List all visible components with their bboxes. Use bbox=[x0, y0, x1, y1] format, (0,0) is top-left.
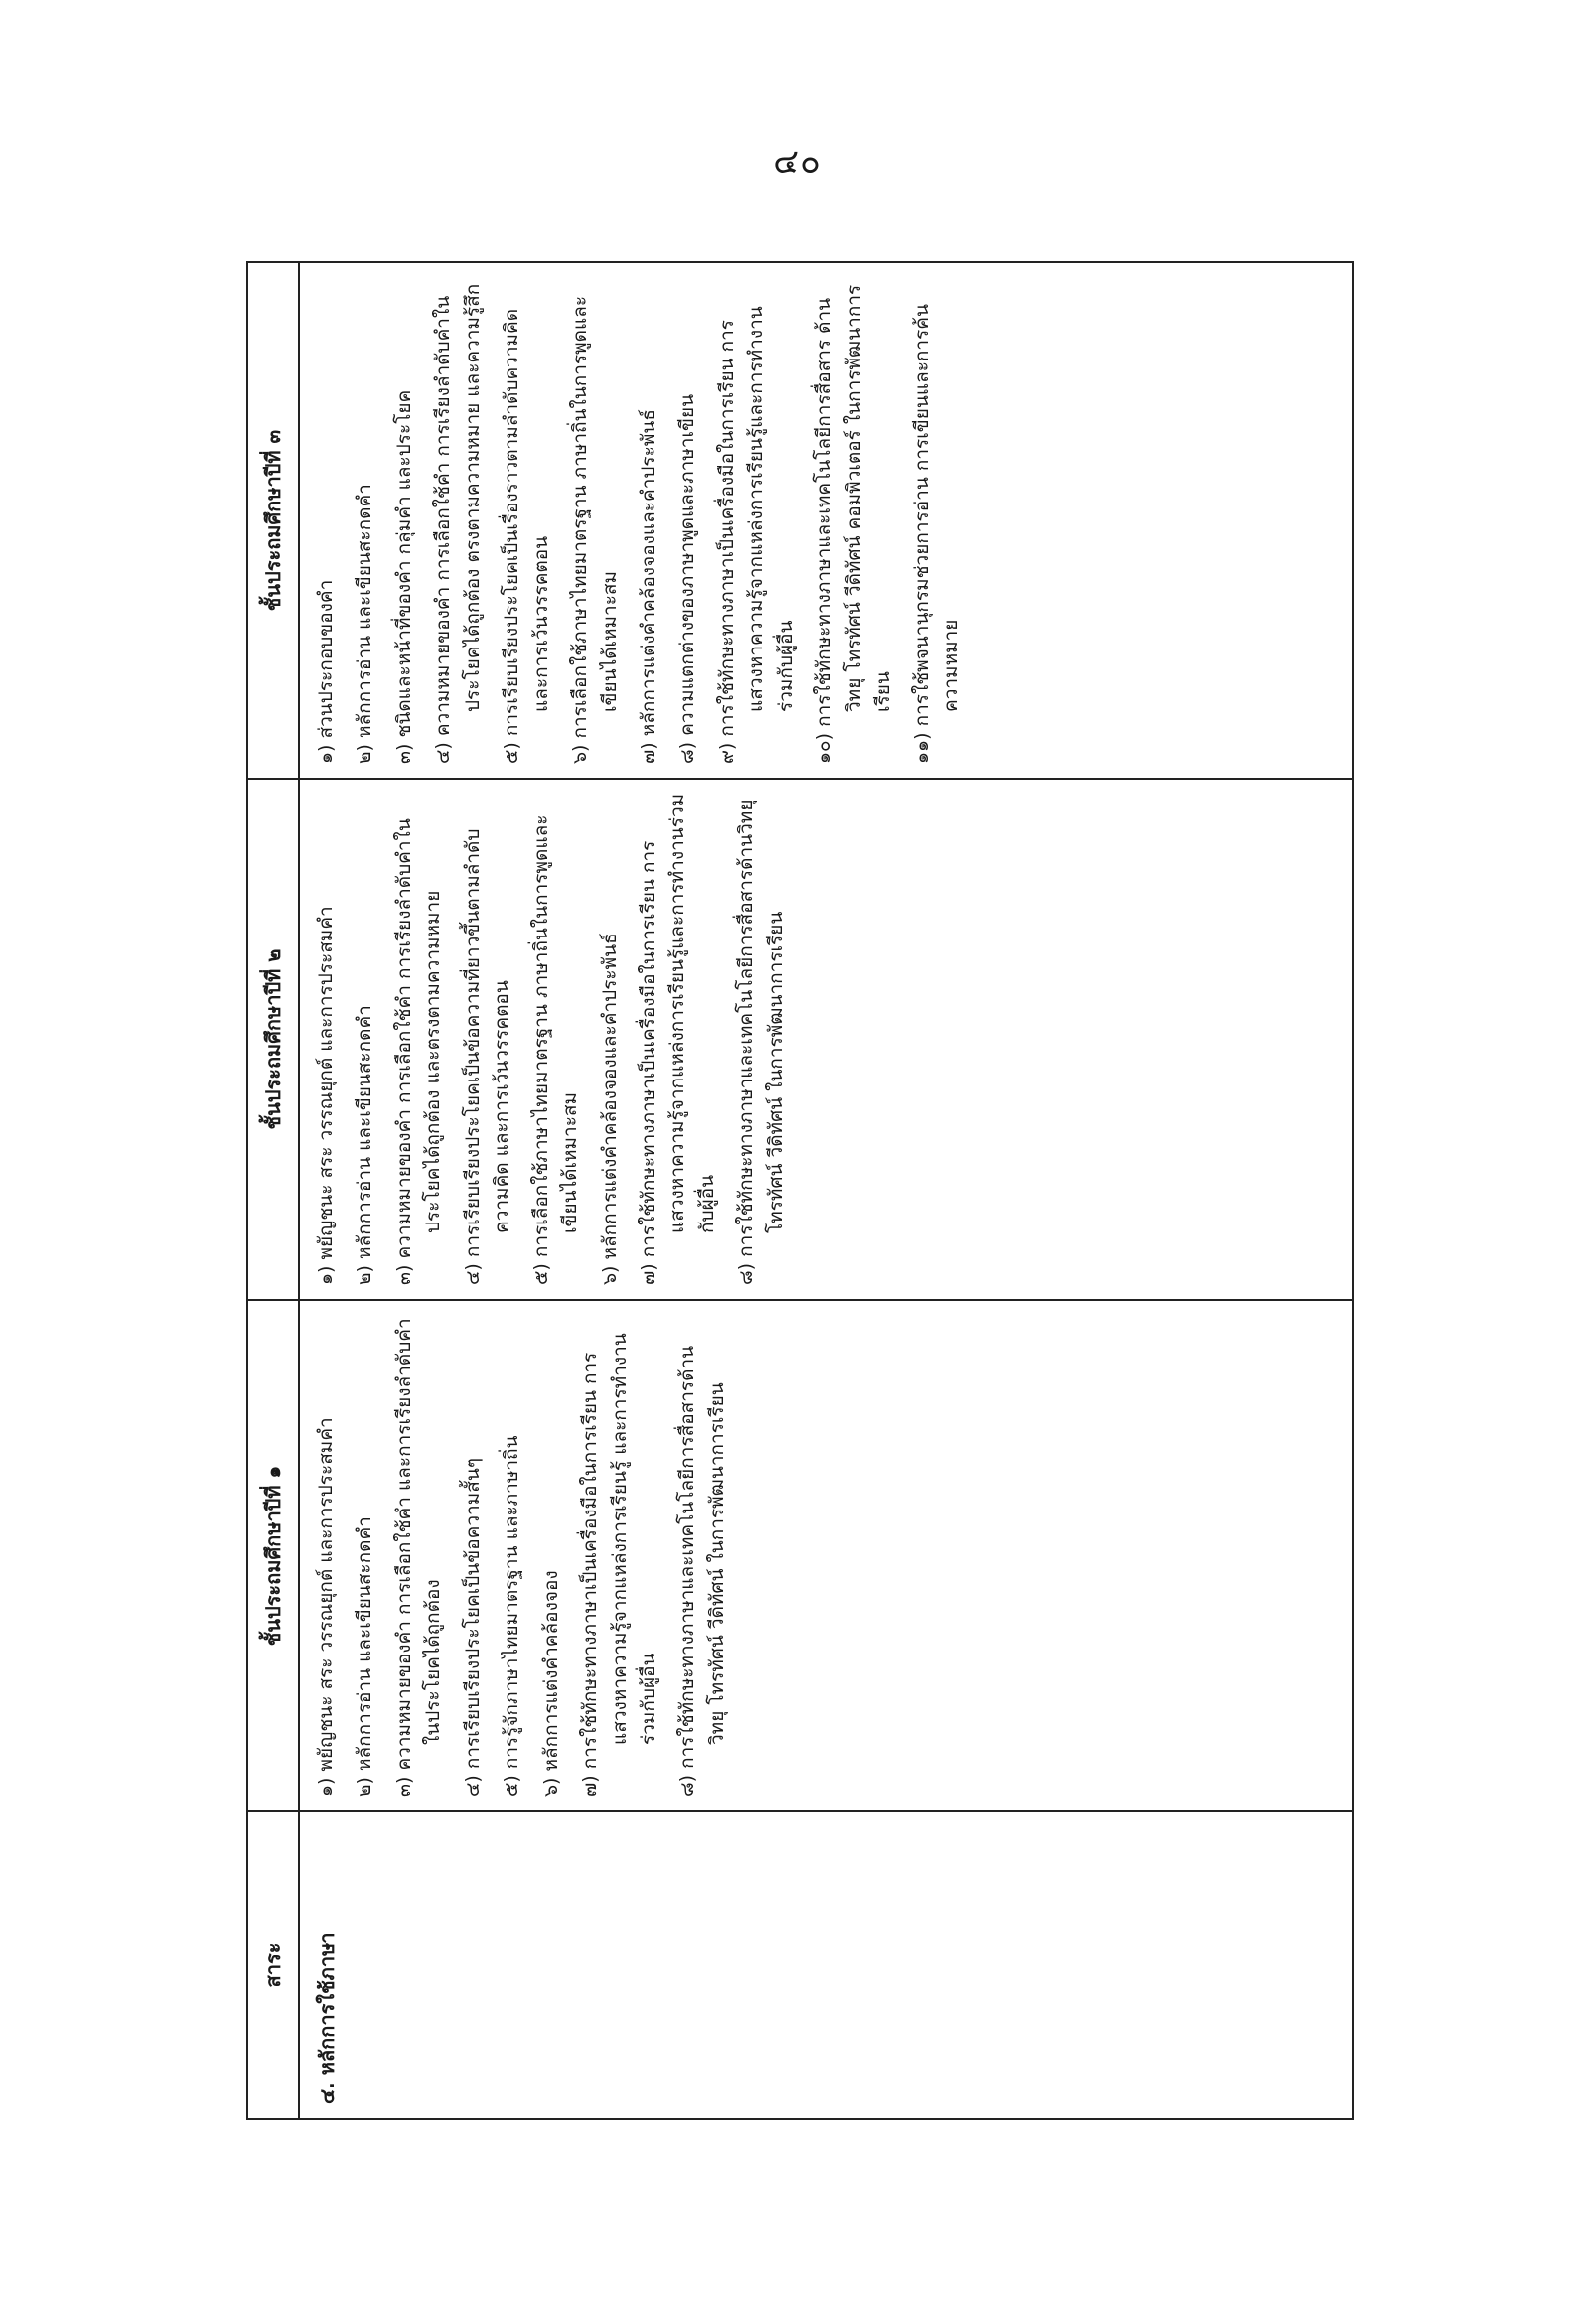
grade-3-cell bbox=[299, 262, 1353, 779]
list-item: ๒) หลักการอ่าน และเขียนสะกดคำ bbox=[354, 1005, 376, 1285]
list-item: ๗) การใช้ทักษะทางภาษาเป็นเครื่องมือในการเรียน การแสวงหาความรู้จากแหล่งการเรียนรู้และการทำงานร่วมกับผู้อื่น bbox=[637, 793, 718, 1285]
strand-cell bbox=[299, 1811, 1353, 2119]
list-item: ๒) หลักการอ่าน และเขียนสะกดคำ bbox=[354, 484, 376, 764]
list-item: ๓) ชนิดและหน้าที่ของคำ กลุ่มคำ และประโยค bbox=[392, 389, 415, 764]
list-item: ๘) ความแตกต่างของภาษาพูดและภาษาเขียน bbox=[676, 393, 699, 764]
header-grade-1: ชั้นประถมศึกษาปีที่ ๑ bbox=[247, 1300, 299, 1811]
list-item: ๑) พยัญชนะ สระ วรรณยุกต์ และการประสมคำ bbox=[315, 1417, 337, 1797]
list-item: ๘) การใช้ทักษะทางภาษาและเทคโนโลยีการสื่อสารด้านวิทยุ โทรทัศน์ วีดิทัศน์ ในการพัฒนาการเรียน bbox=[735, 799, 787, 1285]
list-item: ๔) การเรียบเรียงประโยคเป็นข้อความสั้นๆ bbox=[461, 1457, 484, 1797]
list-item: ๓) ความหมายของคำ การเลือกใช้คำ การเรียงลำดับคำในประโยคได้ถูกต้อง และตรงตามความหมาย bbox=[392, 818, 445, 1285]
list-item: ๑) พยัญชนะ สระ วรรณยุกต์ และการประสมคำ bbox=[315, 906, 337, 1285]
list-item: ๔) การเรียบเรียงประโยคเป็นข้อความที่ยาวขึ้นตามลำดับความคิด และการเว้นวรรคตอน bbox=[461, 828, 513, 1285]
list-item: ๑) ส่วนประกอบของคำ bbox=[315, 579, 337, 764]
grade-1-cell bbox=[299, 1300, 1353, 1811]
list-item: ๑๑) การใช้พจนานุกรมช่วยการอ่าน การเขียนและการค้นความหมาย bbox=[911, 304, 962, 764]
list-item: ๗) การใช้ทักษะทางภาษาเป็นเครื่องมือในการเรียน การแสวงหาความรู้จากแหล่งการเรียนรู้ และการทำงานร่วมกับผู้อื่น bbox=[579, 1333, 659, 1797]
grade-2-cell bbox=[299, 779, 1353, 1300]
list-item: ๕) การเรียบเรียงประโยคเป็นเรื่องราวตามลำดับความคิด และการเว้นวรรคตอน bbox=[501, 308, 552, 764]
list-item: ๖) การเลือกใช้ภาษาไทยมาตรฐาน ภาษาถิ่นในการพูดและเขียนได้เหมาะสม bbox=[569, 295, 621, 764]
grade-3-list bbox=[312, 277, 966, 764]
list-item: ๒) หลักการอ่าน และเขียนสะกดคำ bbox=[354, 1516, 376, 1797]
header-grade-2: ชั้นประถมศึกษาปีที่ ๒ bbox=[247, 779, 299, 1300]
rotated-table-layer bbox=[246, 263, 1354, 2120]
list-item: ๙) การใช้ทักษะทางภาษาเป็นเครื่องมือในการเรียน การแสวงหาความรู้จากแหล่งการเรียนรู้และการทำงานร่วมกับผู้อื่น bbox=[715, 306, 797, 764]
strand-title: ๔. หลักการใช้ภาษา bbox=[315, 1932, 339, 2104]
header-grade-3: ชั้นประถมศึกษาปีที่ ๓ bbox=[247, 262, 299, 779]
list-item: ๖) หลักการแต่งคำคล้องจองและคำประพันธ์ bbox=[598, 933, 621, 1285]
list-item: ๔) ความหมายของคำ การเลือกใช้คำ การเรียงลำดับคำในประโยคได้ถูกต้อง ตรงตามความหมาย และความรู้สึก bbox=[432, 283, 484, 764]
grade-1-list bbox=[312, 1315, 732, 1797]
list-item: ๗) หลักการแต่งคำคล้องจองและคำประพันธ์ bbox=[637, 409, 659, 764]
table-header-row bbox=[247, 262, 299, 2119]
curriculum-table bbox=[246, 261, 1354, 2120]
list-item: ๓) ความหมายของคำ การเลือกใช้คำ และการเรียงลำดับคำในประโยคได้ถูกต้อง bbox=[392, 1318, 445, 1797]
list-item: ๘) การใช้ทักษะทางภาษาและเทคโนโลยีการสื่อสารด้านวิทยุ โทรทัศน์ วีดิทัศน์ ในการพัฒนาการเรียน bbox=[676, 1345, 728, 1797]
list-item: ๕) การเลือกใช้ภาษาไทยมาตรฐาน ภาษาถิ่นในการพูดและเขียนได้เหมาะสม bbox=[529, 814, 582, 1285]
curriculum-table-container bbox=[246, 263, 1354, 2120]
page-number: ๔๐ bbox=[773, 142, 823, 182]
list-item: ๑๐) การใช้ทักษะทางภาษาและเทคโนโลยีการสื่อสาร ด้านวิทยุ โทรทัศน์ วีดิทัศน์ คอมพิวเตอร์ ในการพัฒนาการเรียน bbox=[813, 284, 894, 764]
table-row bbox=[299, 262, 1353, 2119]
list-item: ๖) หลักการแต่งคำคล้องจอง bbox=[539, 1570, 562, 1797]
list-item: ๕) การรู้จักภาษาไทยมาตรฐาน และภาษาถิ่น bbox=[501, 1435, 523, 1797]
header-strand: สาระ bbox=[247, 1811, 299, 2119]
grade-2-list bbox=[312, 793, 791, 1285]
